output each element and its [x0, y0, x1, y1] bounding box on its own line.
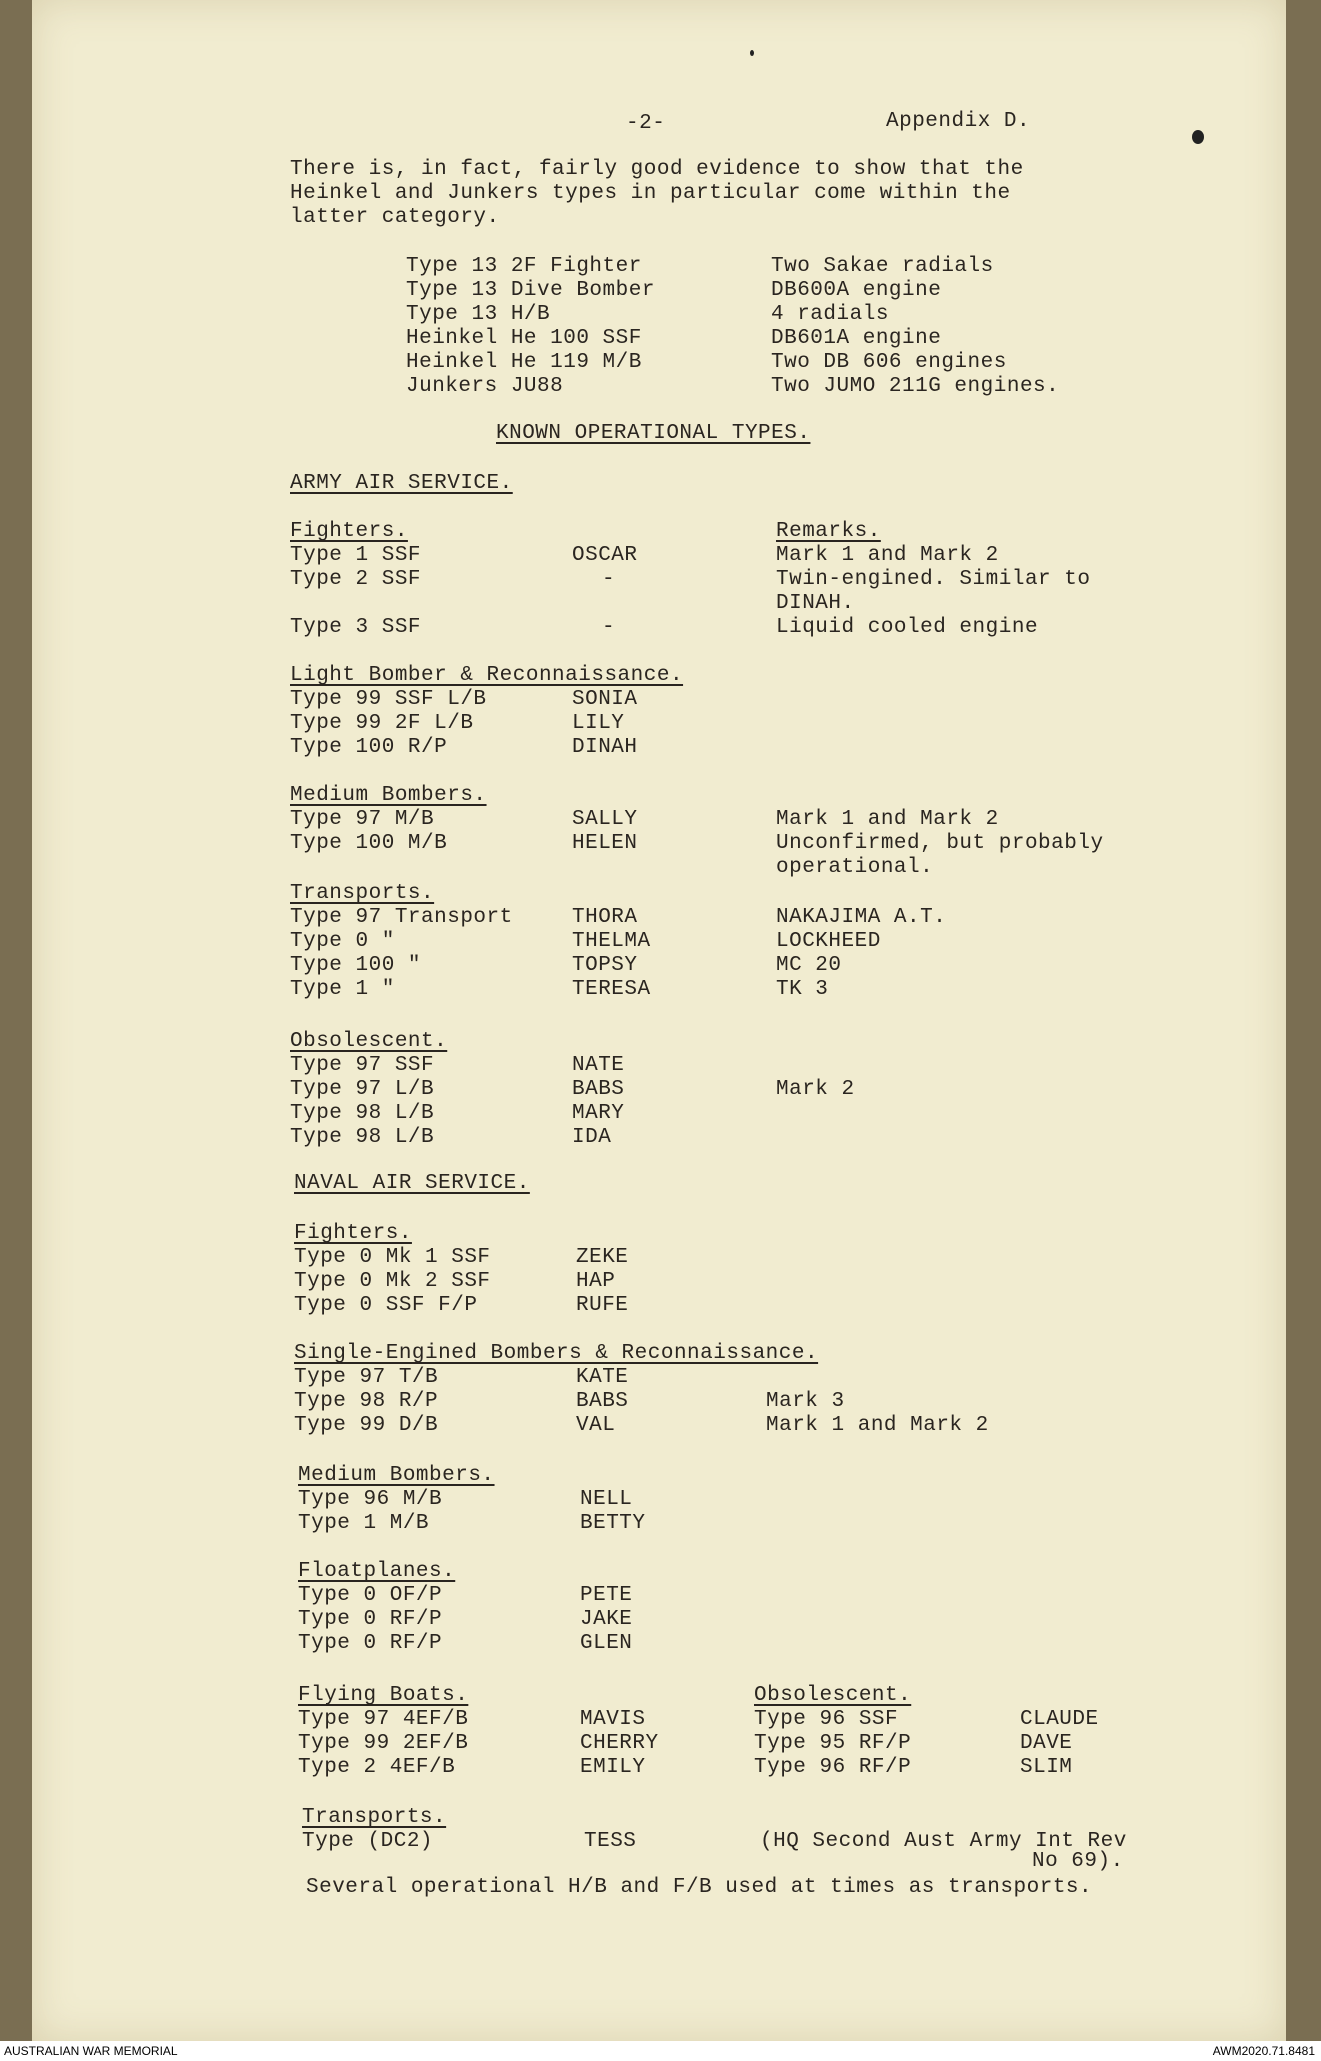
naval-boat-name: MAVIS — [580, 1708, 646, 1731]
category-engine: Two JUMO 211G engines. — [771, 375, 1060, 398]
naval-fighter-type: Type 0 Mk 1 SSF — [294, 1246, 491, 1269]
naval-single-type: Type 97 T/B — [294, 1366, 439, 1389]
naval-single-remark: Mark 1 and Mark 2 — [766, 1414, 989, 1437]
army-transport-name: THELMA — [572, 930, 651, 953]
army-fighter-remark: Liquid cooled engine — [776, 616, 1039, 639]
naval-single-name: VAL — [576, 1414, 616, 1437]
naval-float-type: Type 0 OF/P — [298, 1584, 443, 1607]
footer-left: AUSTRALIAN WAR MEMORIAL — [4, 2044, 178, 2058]
category-engine: Two DB 606 engines — [771, 351, 1007, 374]
naval-float-name: PETE — [580, 1584, 633, 1607]
army-medium-remark: Unconfirmed, but probably — [776, 832, 1104, 855]
naval-fighter-name: RUFE — [576, 1294, 629, 1317]
naval-boat-type: Type 2 4EF/B — [298, 1756, 456, 1779]
intro-line-2: Heinkel and Junkers types in particular come within the — [290, 182, 1011, 205]
army-transport-type: Type 0 " — [290, 930, 395, 953]
naval-single-type: Type 99 D/B — [294, 1414, 439, 1437]
category-type: Heinkel He 119 M/B — [406, 351, 642, 374]
naval-medium-name: NELL — [580, 1488, 633, 1511]
army-obsolescent-type: Type 98 L/B — [290, 1126, 435, 1149]
army-light-type: Type 99 SSF L/B — [290, 688, 487, 711]
army-medium-heading: Medium Bombers. — [290, 784, 487, 807]
army-medium-name: SALLY — [572, 808, 638, 831]
army-obsolescent-name: IDA — [572, 1126, 612, 1149]
category-engine: DB600A engine — [771, 279, 942, 302]
page-number: -2- — [626, 112, 666, 135]
naval-fighter-name: ZEKE — [576, 1246, 629, 1269]
army-light-name: LILY — [572, 712, 625, 735]
document-page — [32, 0, 1286, 2041]
footer-strip — [0, 2041, 1321, 2061]
naval-float-type: Type 0 RF/P — [298, 1632, 443, 1655]
naval-float-name: GLEN — [580, 1632, 633, 1655]
intro-line-3: latter category. — [290, 206, 500, 229]
army-transport-name: THORA — [572, 906, 638, 929]
naval-fighters-heading: Fighters. — [294, 1222, 412, 1245]
known-operational-title: KNOWN OPERATIONAL TYPES. — [496, 422, 811, 445]
category-type: Type 13 H/B — [406, 303, 551, 326]
ink-speck — [750, 50, 754, 56]
category-type: Type 13 2F Fighter — [406, 255, 642, 278]
naval-obs-type: Type 96 RF/P — [754, 1756, 912, 1779]
naval-fighter-name: HAP — [576, 1270, 616, 1293]
army-obsolescent-name: NATE — [572, 1054, 625, 1077]
army-light-heading: Light Bomber & Reconnaissance. — [290, 664, 684, 687]
closing-note: Several operational H/B and F/B used at times as transports. — [306, 1876, 1093, 1899]
army-transport-remark: NAKAJIMA A.T. — [776, 906, 947, 929]
army-light-name: SONIA — [572, 688, 638, 711]
naval-medium-type: Type 1 M/B — [298, 1512, 430, 1535]
army-light-name: DINAH — [572, 736, 638, 759]
army-transport-remark: TK 3 — [776, 978, 829, 1001]
army-fighter-type: Type 2 SSF — [290, 568, 422, 591]
naval-single-name: KATE — [576, 1366, 629, 1389]
army-obsolescent-name: BABS — [572, 1078, 625, 1101]
naval-medium-type: Type 96 M/B — [298, 1488, 443, 1511]
naval-obs-name: SLIM — [1020, 1756, 1073, 1779]
army-medium-type: Type 100 M/B — [290, 832, 448, 855]
naval-float-name: JAKE — [580, 1608, 633, 1631]
intro-line-1: There is, in fact, fairly good evidence to show that the — [290, 158, 1024, 181]
army-light-type: Type 99 2F L/B — [290, 712, 474, 735]
army-fighter-remark-cont: DINAH. — [776, 592, 855, 615]
remarks-heading: Remarks. — [776, 520, 881, 543]
army-fighter-name: - — [602, 616, 616, 639]
naval-obsolescent-heading: Obsolescent. — [754, 1684, 912, 1707]
naval-transport-name: TESS — [584, 1830, 637, 1853]
naval-obs-type: Type 95 RF/P — [754, 1732, 912, 1755]
army-obsolescent-type: Type 97 SSF — [290, 1054, 435, 1077]
naval-boat-type: Type 97 4EF/B — [298, 1708, 469, 1731]
naval-float-type: Type 0 RF/P — [298, 1608, 443, 1631]
naval-single-type: Type 98 R/P — [294, 1390, 439, 1413]
army-obsolescent-name: MARY — [572, 1102, 625, 1125]
category-type: Heinkel He 100 SSF — [406, 327, 642, 350]
naval-obs-type: Type 96 SSF — [754, 1708, 899, 1731]
army-medium-type: Type 97 M/B — [290, 808, 435, 831]
naval-fighter-type: Type 0 Mk 2 SSF — [294, 1270, 491, 1293]
army-transport-name: TOPSY — [572, 954, 638, 977]
army-transport-type: Type 100 " — [290, 954, 422, 977]
army-obsolescent-heading: Obsolescent. — [290, 1030, 448, 1053]
category-engine: Two Sakae radials — [771, 255, 994, 278]
naval-single-name: BABS — [576, 1390, 629, 1413]
army-transports-heading: Transports. — [290, 882, 435, 905]
category-type: Type 13 Dive Bomber — [406, 279, 655, 302]
naval-transport-type: Type (DC2) — [302, 1830, 434, 1853]
naval-single-remark: Mark 3 — [766, 1390, 845, 1413]
category-engine: DB601A engine — [771, 327, 942, 350]
army-obsolescent-type: Type 97 L/B — [290, 1078, 435, 1101]
army-fighter-name: - — [602, 568, 616, 591]
naval-fighter-type: Type 0 SSF F/P — [294, 1294, 478, 1317]
footer-right: AWM2020.71.8481 — [1212, 2044, 1315, 2058]
army-medium-remark: Mark 1 and Mark 2 — [776, 808, 999, 831]
category-type: Junkers JU88 — [406, 375, 564, 398]
army-air-service-title: ARMY AIR SERVICE. — [290, 472, 513, 495]
naval-obs-name: DAVE — [1020, 1732, 1073, 1755]
reference-note-cont: No 69). — [1032, 1850, 1124, 1873]
naval-single-heading: Single-Engined Bombers & Reconnaissance. — [294, 1342, 819, 1365]
army-fighter-type: Type 1 SSF — [290, 544, 422, 567]
appendix-label: Appendix D. — [886, 110, 1031, 133]
army-transport-type: Type 1 " — [290, 978, 395, 1001]
naval-obs-name: CLAUDE — [1020, 1708, 1099, 1731]
army-obsolescent-type: Type 98 L/B — [290, 1102, 435, 1125]
naval-boat-name: CHERRY — [580, 1732, 659, 1755]
army-fighter-remark: Mark 1 and Mark 2 — [776, 544, 999, 567]
naval-air-service-title: NAVAL AIR SERVICE. — [294, 1172, 530, 1195]
naval-medium-heading: Medium Bombers. — [298, 1464, 495, 1487]
naval-boat-name: EMILY — [580, 1756, 646, 1779]
army-fighter-remark: Twin-engined. Similar to — [776, 568, 1091, 591]
army-obsolescent-remark: Mark 2 — [776, 1078, 855, 1101]
army-light-type: Type 100 R/P — [290, 736, 448, 759]
ink-speck — [1192, 130, 1204, 144]
naval-boat-type: Type 99 2EF/B — [298, 1732, 469, 1755]
reference-note: (HQ Second Aust Army Int Rev — [760, 1830, 1127, 1853]
army-transport-remark: MC 20 — [776, 954, 842, 977]
naval-medium-name: BETTY — [580, 1512, 646, 1535]
army-transport-name: TERESA — [572, 978, 651, 1001]
category-engine: 4 radials — [771, 303, 889, 326]
naval-boats-heading: Flying Boats. — [298, 1684, 469, 1707]
naval-transports-heading: Transports. — [302, 1806, 447, 1829]
army-fighter-type: Type 3 SSF — [290, 616, 422, 639]
army-medium-remark-cont: operational. — [776, 856, 934, 879]
army-transport-type: Type 97 Transport — [290, 906, 513, 929]
army-fighters-heading: Fighters. — [290, 520, 408, 543]
army-medium-name: HELEN — [572, 832, 638, 855]
naval-float-heading: Floatplanes. — [298, 1560, 456, 1583]
army-transport-remark: LOCKHEED — [776, 930, 881, 953]
army-fighter-name: OSCAR — [572, 544, 638, 567]
